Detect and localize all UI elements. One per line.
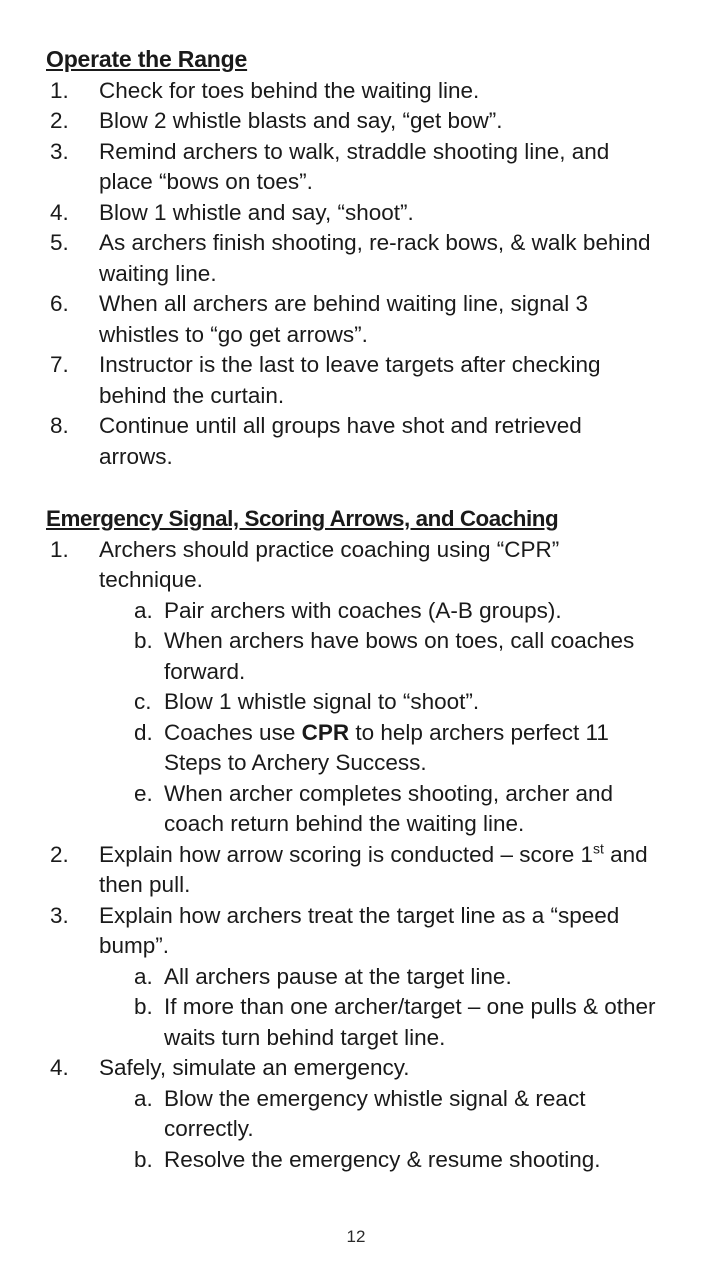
- ordinal-suffix: st: [593, 840, 604, 857]
- list-item: [46, 840, 660, 901]
- list-item-text: Blow 1 whistle signal to “shoot”.: [164, 689, 480, 715]
- list-item: [134, 687, 660, 718]
- emphasis-cpr: CPR: [301, 719, 350, 745]
- list-item-number: 2.: [50, 108, 69, 134]
- list-item-letter: a.: [134, 963, 153, 989]
- list-item-text: Archers should practice coaching using “CPR” technique.: [99, 536, 560, 593]
- list-item: [46, 1053, 660, 1084]
- list-item-letter: a.: [134, 597, 153, 623]
- list-item: [134, 1145, 660, 1176]
- text-after: and then pull.: [99, 841, 648, 898]
- text-before: Explain how arrow scoring is conducted – score 1: [99, 841, 594, 867]
- list-item-text: Instructor is the last to leave targets after checking behind the curtain.: [99, 352, 601, 408]
- list-item-letter: a.: [134, 1085, 153, 1111]
- lettered-sublist: [46, 596, 660, 840]
- lettered-sublist: [46, 962, 660, 1054]
- list-item-text: As archers finish shooting, re-rack bows, & walk behind waiting line.: [99, 230, 651, 286]
- list-item-text: [164, 718, 660, 779]
- section-heading: Operate the Range: [46, 46, 248, 72]
- list-item-text: All archers pause at the target line.: [164, 963, 512, 989]
- list-item-text: Safely, simulate an emergency.: [99, 1055, 410, 1081]
- list-item-text: Explain how archers treat the target line as a “speed bump”.: [99, 902, 620, 959]
- list-item-number: 4.: [50, 199, 69, 225]
- section-emergency-signal-scoring-arrows-and-coaching: [46, 506, 660, 1175]
- text-after: to help archers perfect 11 Steps to Archery Success.: [164, 719, 609, 776]
- list-item: [46, 411, 660, 472]
- list-item-text: [99, 840, 660, 901]
- list-item-text: Blow 2 whistle blasts and say, “get bow”.: [99, 108, 503, 134]
- list-item: [46, 228, 660, 289]
- list-item-text: Blow 1 whistle and say, “shoot”.: [99, 199, 414, 225]
- list-item-number: 6.: [50, 291, 69, 317]
- page-number: 12: [346, 1227, 366, 1246]
- list-item: [46, 289, 660, 350]
- list-item-number: 1.: [50, 77, 69, 103]
- list-item-text: Blow the emergency whistle signal & react correctly.: [164, 1085, 586, 1142]
- list-item: [134, 626, 660, 687]
- list-item-letter: e.: [134, 780, 153, 806]
- list-item-text: Continue until all groups have shot and retrieved arrows.: [99, 413, 582, 469]
- list-item-text: When archers have bows on toes, call coaches forward.: [164, 628, 635, 684]
- section-heading: Emergency Signal, Scoring Arrows, and Coaching: [46, 506, 559, 532]
- list-item-text: When all archers are behind waiting line, signal 3 whistles to “go get arrows”.: [99, 291, 589, 347]
- list-item-text: Resolve the emergency & resume shooting.: [164, 1146, 601, 1172]
- lettered-sublist: [46, 1084, 660, 1176]
- list-item-number: 3.: [50, 902, 69, 928]
- list-item: [134, 962, 660, 993]
- list-item: [46, 535, 660, 596]
- section-operate-the-range: [46, 46, 660, 472]
- list-item-number: 3.: [50, 138, 69, 164]
- list-item: [134, 596, 660, 627]
- list-item-text: Check for toes behind the waiting line.: [99, 77, 480, 103]
- list-item-number: 5.: [50, 230, 69, 256]
- list-item: [134, 718, 660, 779]
- list-item-text: Remind archers to walk, straddle shooting line, and place “bows on toes”.: [99, 138, 610, 195]
- list-item: [46, 137, 660, 198]
- list-item-number: 4.: [50, 1055, 69, 1081]
- text-before: Coaches use: [164, 719, 302, 745]
- list-item-text: When archer completes shooting, archer and coach return behind the waiting line.: [164, 780, 613, 837]
- list-item-letter: b.: [134, 994, 153, 1020]
- numbered-list: [46, 535, 660, 1176]
- list-item: [134, 992, 660, 1053]
- list-item: [46, 198, 660, 229]
- list-item: [134, 779, 660, 840]
- list-item-text: If more than one archer/target – one pulls & other waits turn behind target line.: [164, 994, 656, 1050]
- list-item-number: 7.: [50, 352, 69, 378]
- list-item: [46, 76, 660, 107]
- numbered-list: [46, 76, 660, 473]
- list-item-number: 2.: [50, 841, 69, 867]
- list-item-text: Pair archers with coaches (A-B groups).: [164, 597, 562, 623]
- list-item: [46, 350, 660, 411]
- list-item-letter: b.: [134, 1146, 153, 1172]
- list-item-letter: b.: [134, 628, 153, 654]
- list-item-number: 8.: [50, 413, 69, 439]
- list-item: [134, 1084, 660, 1145]
- list-item-number: 1.: [50, 536, 69, 562]
- list-item: [46, 901, 660, 962]
- list-item-letter: c.: [134, 689, 152, 715]
- list-item: [46, 106, 660, 137]
- list-item-letter: d.: [134, 719, 153, 745]
